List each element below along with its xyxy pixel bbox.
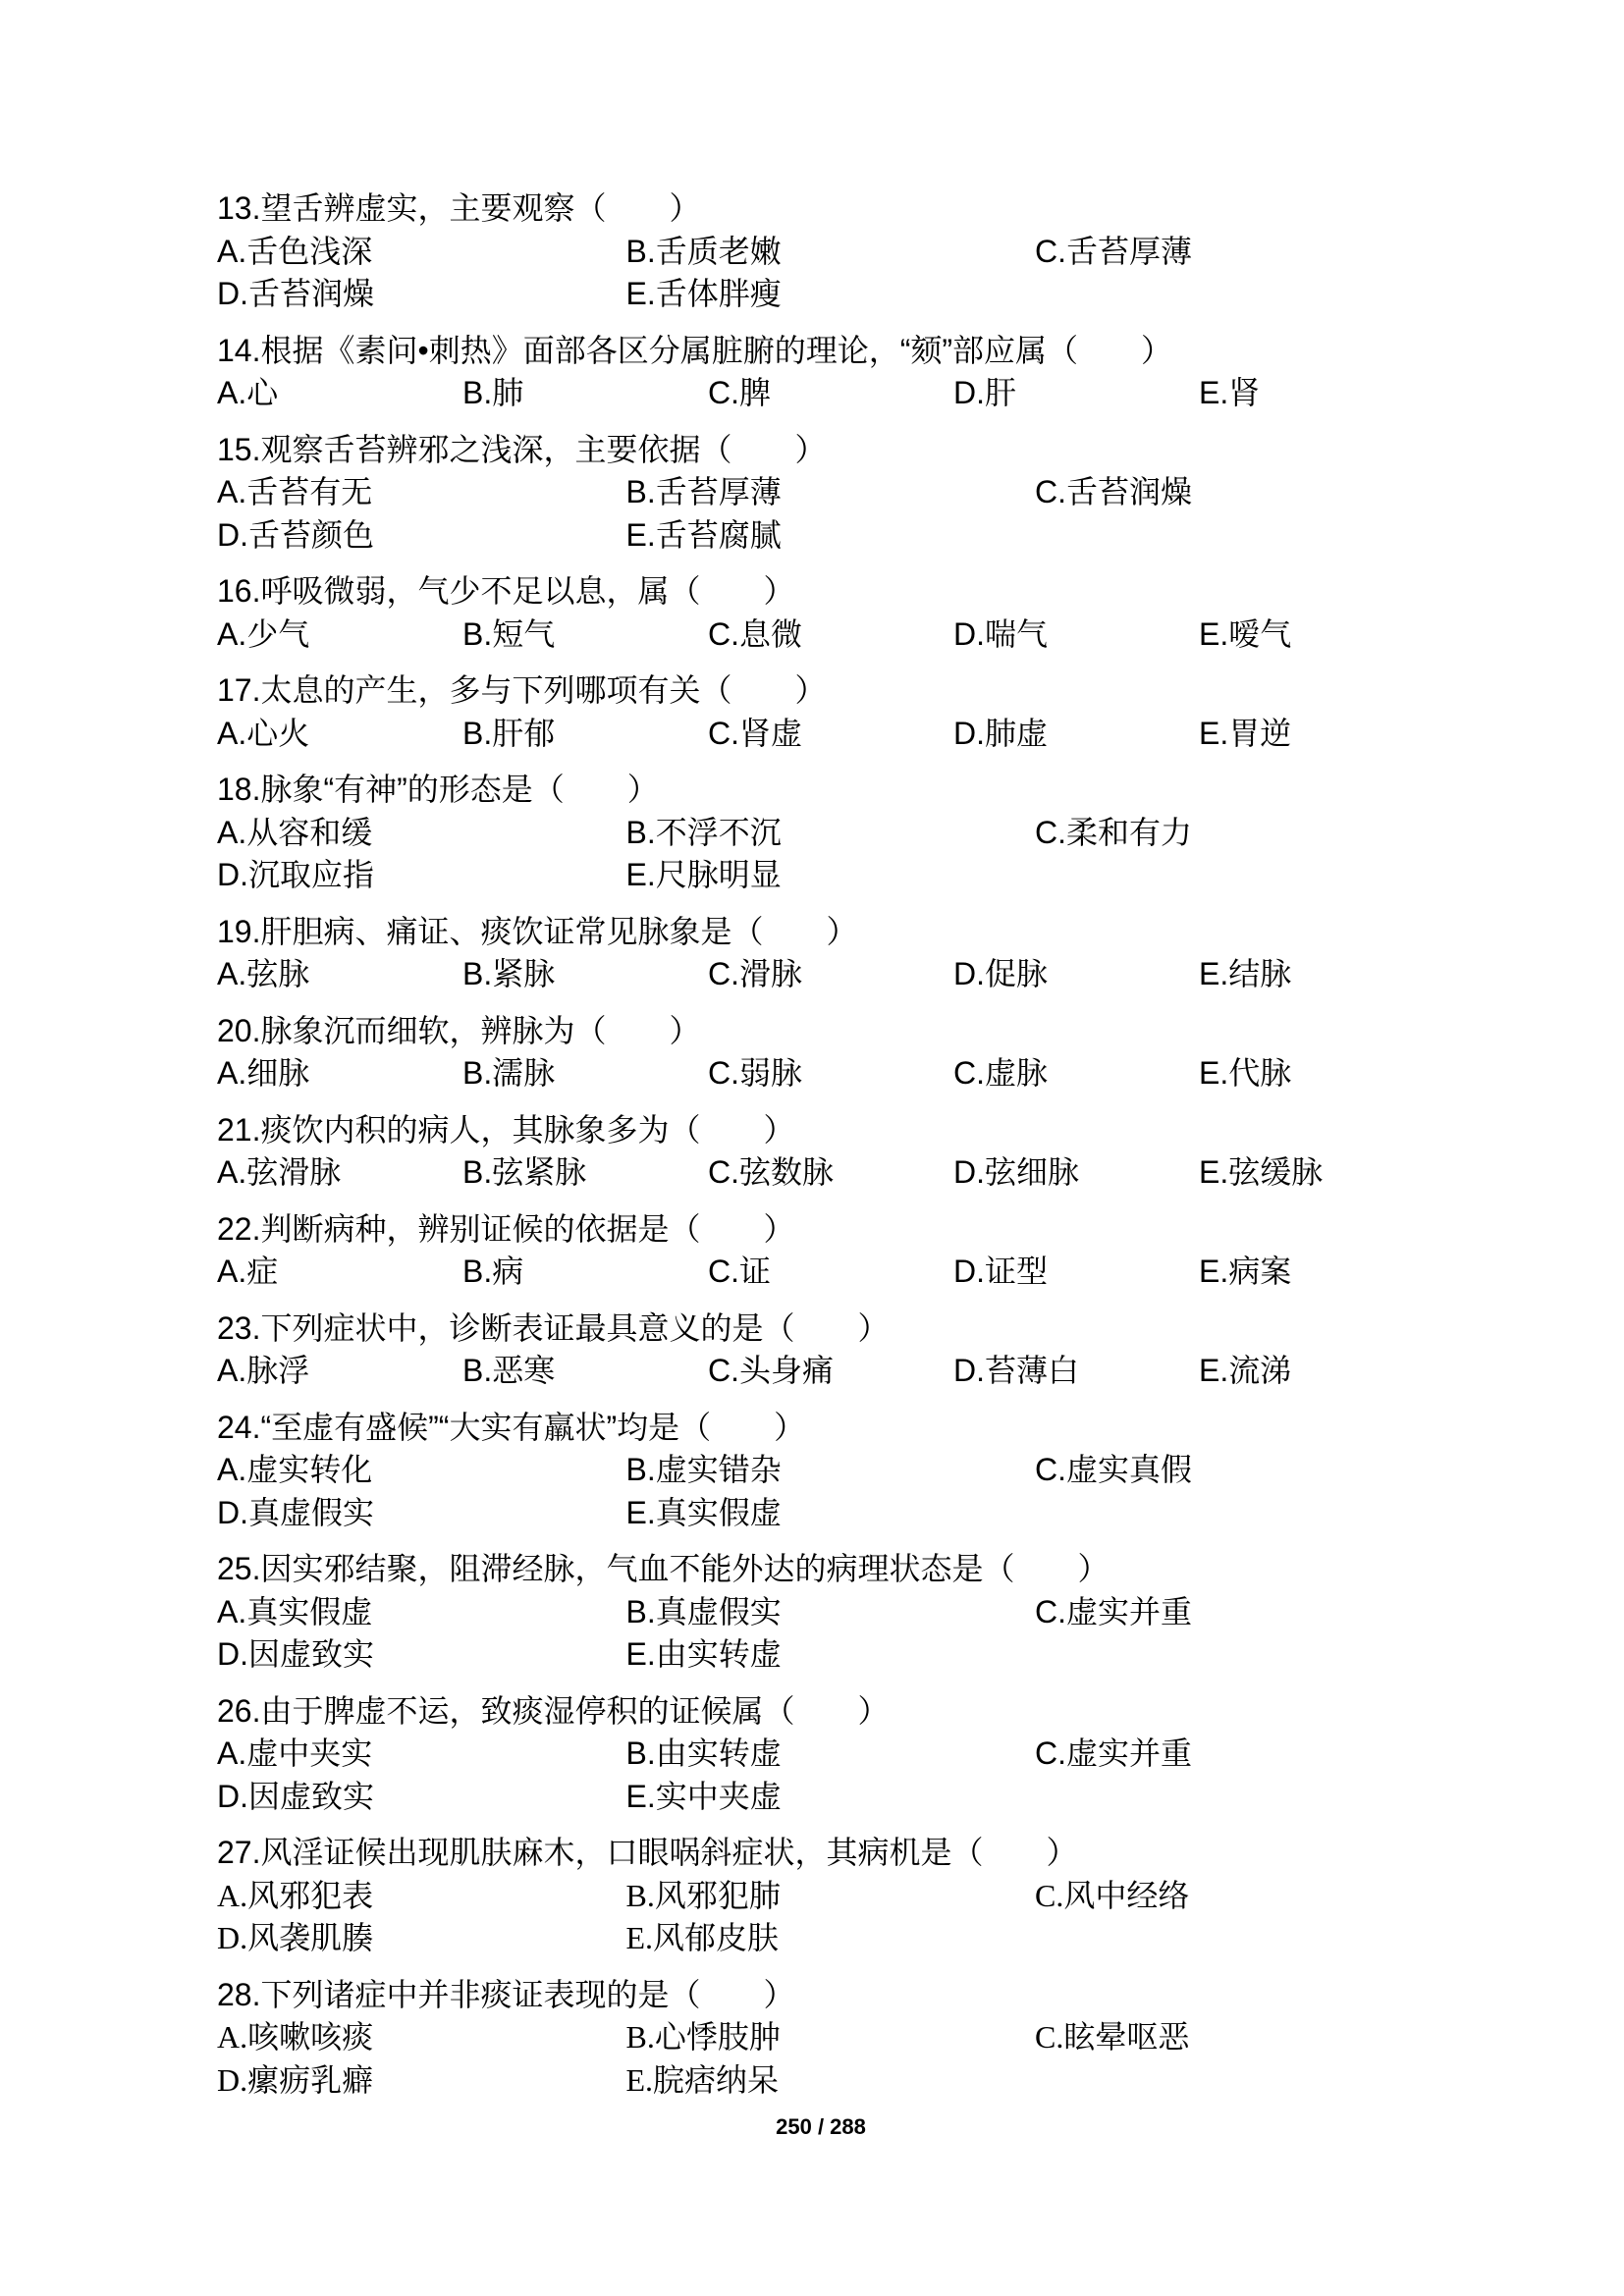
question-stem: 28.下列诸症中并非痰证表现的是（ ）: [217, 1976, 795, 2012]
option-b: B.紧脉: [462, 956, 556, 991]
option-b: B.肝郁: [462, 715, 556, 751]
option-e: E.由实转虚: [625, 1636, 782, 1672]
option-e: E.舌苔腐腻: [625, 516, 782, 553]
options-row: [217, 514, 1454, 558]
options-row: [217, 372, 1454, 415]
option-b: B.恶寒: [462, 1353, 556, 1388]
option-e: E.流涕: [1199, 1353, 1292, 1388]
option-a: A.细脉: [217, 1055, 310, 1091]
option-d: D.瘰疬乳癖: [217, 2061, 374, 2098]
question-stem: 22.判断病种，辨别证候的依据是（ ）: [217, 1210, 795, 1247]
option-c: C.柔和有力: [1035, 814, 1193, 850]
option-d: D.因虚致实: [217, 1778, 375, 1814]
option-d: C.虚脉: [953, 1055, 1049, 1091]
options-row: [217, 1052, 1454, 1095]
option-a: A.心火: [217, 715, 310, 751]
option-d: D.风袭肌腠: [217, 1920, 374, 1955]
option-a: A.弦滑脉: [217, 1154, 342, 1190]
options-row: [217, 471, 1454, 514]
question-26: [217, 1690, 1454, 1819]
option-c: C.虚实并重: [1035, 1593, 1193, 1629]
option-a: A.虚中夹实: [217, 1735, 373, 1771]
option-b: B.真虚假实: [625, 1593, 782, 1629]
option-b: B.短气: [462, 615, 556, 652]
options-row: [217, 854, 1454, 897]
option-a: A.症: [217, 1254, 279, 1289]
option-d: D.舌苔润燥: [217, 276, 375, 311]
options-row: [217, 2016, 1454, 2059]
question-25: [217, 1548, 1454, 1677]
options-row: [217, 812, 1454, 855]
option-c: C.虚实真假: [1035, 1452, 1193, 1487]
option-d: D.弦细脉: [953, 1154, 1080, 1190]
options-row: [217, 614, 1454, 657]
option-a: A.真实假虚: [217, 1593, 373, 1629]
question-15: [217, 429, 1454, 558]
option-b: B.不浮不沉: [625, 814, 782, 850]
option-c: C.滑脉: [708, 956, 803, 991]
option-a: A.虚实转化: [217, 1452, 373, 1487]
question-stem: 20.脉象沉而细软，辨脉为（ ）: [217, 1012, 701, 1048]
option-e: E.舌体胖瘦: [625, 276, 782, 311]
option-b: B.弦紧脉: [462, 1154, 587, 1190]
question-stem: 16.呼吸微弱，气少不足以息，属（ ）: [217, 573, 795, 609]
option-b: B.病: [462, 1254, 524, 1289]
option-e: E.肾: [1199, 375, 1261, 410]
option-d: D.喘气: [953, 615, 1049, 652]
question-list: [217, 187, 1454, 2115]
options-row: [217, 713, 1454, 756]
question-23: [217, 1308, 1454, 1393]
option-a: A.风邪犯表: [217, 1877, 374, 1913]
question-stem: 13.望舌辨虚实，主要观察（ ）: [217, 190, 701, 226]
question-stem: 26.由于脾虚不运，致痰湿停积的证候属（ ）: [217, 1692, 890, 1729]
question-stem: 24.“至虚有盛候”“大实有羸状”均是（ ）: [217, 1409, 806, 1445]
option-d: D.舌苔颜色: [217, 516, 375, 553]
option-a: A.弦脉: [217, 956, 310, 991]
option-d: D.真虚假实: [217, 1494, 375, 1530]
question-21: [217, 1109, 1454, 1195]
question-stem: 17.太息的产生，多与下列哪项有关（ ）: [217, 672, 827, 708]
option-c: C.舌苔厚薄: [1035, 233, 1193, 269]
question-18: [217, 769, 1454, 897]
question-17: [217, 669, 1454, 755]
options-row: [217, 231, 1454, 274]
option-c: C.舌苔润燥: [1035, 474, 1193, 509]
option-c: C.肾虚: [708, 715, 803, 751]
option-e: E.胃逆: [1199, 715, 1292, 751]
option-b: B.虚实错杂: [625, 1452, 782, 1487]
option-a: A.心: [217, 375, 279, 410]
option-a: A.舌色浅深: [217, 233, 373, 269]
option-d: D.因虚致实: [217, 1636, 375, 1672]
question-stem: 18.脉象“有神”的形态是（ ）: [217, 772, 659, 807]
option-e: E.实中夹虚: [625, 1778, 782, 1814]
option-a: A.舌苔有无: [217, 474, 373, 509]
option-c: C.眩晕呕恶: [1035, 2019, 1190, 2055]
option-c: C.风中经络: [1035, 1877, 1190, 1913]
option-e: E.嗳气: [1199, 615, 1292, 652]
question-19: [217, 911, 1454, 996]
options-row: [217, 1633, 1454, 1677]
option-c: C.头身痛: [708, 1353, 835, 1388]
question-stem: 23.下列症状中，诊断表证最具意义的是（ ）: [217, 1309, 890, 1346]
option-d: D.证型: [953, 1254, 1049, 1289]
option-e: E.代脉: [1199, 1055, 1292, 1091]
option-e: E.真实假虚: [625, 1494, 782, 1530]
question-stem: 21.痰饮内积的病人，其脉象多为（ ）: [217, 1111, 795, 1148]
options-row: [217, 1151, 1454, 1195]
option-b: B.风邪犯肺: [625, 1877, 781, 1913]
question-22: [217, 1208, 1454, 1294]
options-row: [217, 1917, 1454, 1960]
option-b: B.肺: [462, 375, 524, 410]
option-a: A.脉浮: [217, 1353, 310, 1388]
option-a: A.少气: [217, 615, 310, 652]
option-e: E.结脉: [1199, 956, 1292, 991]
option-e: E.脘痞纳呆: [625, 2061, 780, 2098]
option-b: B.由实转虚: [625, 1735, 782, 1771]
question-stem: 14.根据《素问•刺热》面部各区分属脏腑的理论，“颏”部应属（ ）: [217, 332, 1173, 368]
option-b: B.舌质老嫩: [625, 233, 782, 269]
option-e: E.风郁皮肤: [625, 1920, 780, 1955]
options-row: [217, 2059, 1454, 2103]
option-d: D.苔薄白: [953, 1353, 1080, 1388]
options-row: [217, 1776, 1454, 1819]
question-stem: 19.肝胆病、痛证、痰饮证常见脉象是（ ）: [217, 913, 858, 949]
option-c: C.弱脉: [708, 1055, 803, 1091]
page-number: 250 / 288: [776, 2114, 866, 2139]
options-row: [217, 1251, 1454, 1294]
question-stem: 15.观察舌苔辨邪之浅深，主要依据（ ）: [217, 431, 827, 467]
option-a: A.从容和缓: [217, 814, 373, 850]
option-e: E.尺脉明显: [625, 857, 782, 892]
option-c: C.证: [708, 1254, 772, 1289]
question-stem: 27.风淫证候出现肌肤麻木，口眼㖞斜症状，其病机是（ ）: [217, 1835, 1078, 1870]
options-row: [217, 1591, 1454, 1634]
question-13: [217, 187, 1454, 316]
question-16: [217, 570, 1454, 656]
question-28: [217, 1974, 1454, 2103]
question-20: [217, 1010, 1454, 1095]
option-b: B.濡脉: [462, 1055, 556, 1091]
options-row: [217, 1875, 1454, 1918]
option-c: C.脾: [708, 375, 772, 410]
options-row: [217, 1492, 1454, 1535]
option-b: B.舌苔厚薄: [625, 474, 782, 509]
option-e: E.弦缓脉: [1199, 1154, 1324, 1190]
option-d: D.肝: [953, 375, 1017, 410]
option-b: B.心悸肢肿: [625, 2019, 781, 2055]
option-c: C.弦数脉: [708, 1154, 835, 1190]
options-row: [217, 273, 1454, 316]
option-c: C.息微: [708, 615, 803, 652]
options-row: [217, 1449, 1454, 1492]
question-14: [217, 330, 1454, 415]
options-row: [217, 1733, 1454, 1776]
option-c: C.虚实并重: [1035, 1735, 1193, 1771]
options-row: [217, 1350, 1454, 1393]
question-27: [217, 1832, 1454, 1960]
option-a: A.咳嗽咳痰: [217, 2019, 374, 2055]
question-stem: 25.因实邪结聚，阻滞经脉，气血不能外达的病理状态是（ ）: [217, 1551, 1110, 1586]
option-d: D.肺虚: [953, 715, 1049, 751]
option-d: D.促脉: [953, 956, 1049, 991]
option-e: E.病案: [1199, 1254, 1292, 1289]
question-24: [217, 1407, 1454, 1535]
option-d: D.沉取应指: [217, 857, 375, 892]
options-row: [217, 953, 1454, 996]
